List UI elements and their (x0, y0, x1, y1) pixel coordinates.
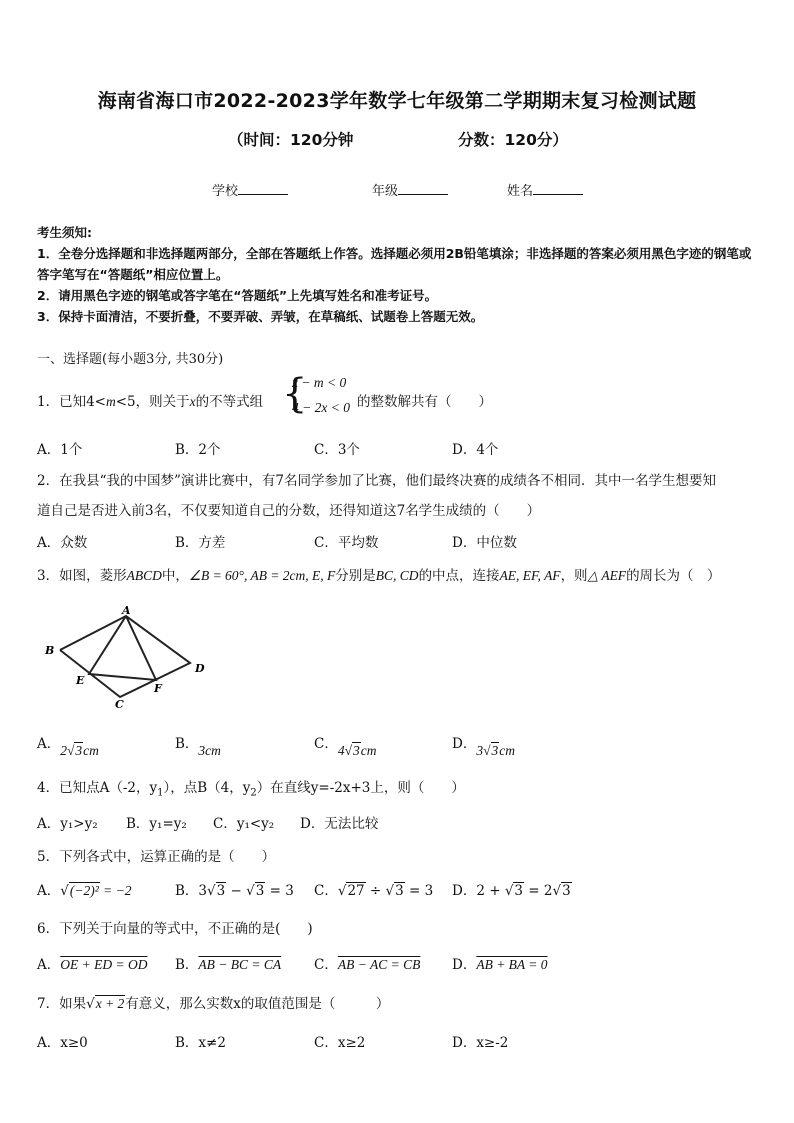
q4-option-a[interactable]: A．y₁>y₂ (37, 816, 98, 832)
q5-option-c[interactable]: C．√27 ÷ √3 = 3 (314, 883, 434, 899)
q2-option-c[interactable]: C．平均数 (314, 535, 379, 551)
note-item-3: 3．保持卡面清洁，不要折叠，不要弄破、弄皱，在草稿纸、试题卷上答题无效。 (37, 309, 484, 324)
label-c: C (115, 698, 124, 711)
note-item-2: 2．请用黑色字迹的钢笔或答字笔在“答题纸”上先填写姓名和准考证号。 (37, 288, 438, 303)
q3-option-d[interactable]: D．3√3cm (452, 736, 515, 758)
question-1-tail: 的整数解共有（ ） (357, 394, 492, 410)
note-item-1: 1．全卷分选择题和非选择题两部分，全部在答题纸上作答。选择题必须用2B铅笔填涂；非选择题的答案必须用黑色字迹的钢笔或答字笔写在“答题纸”相应位置上。 (37, 246, 752, 282)
triangle-aef (89, 616, 156, 680)
q1-option-a[interactable]: A．1个 (37, 442, 83, 458)
question-1: 1．已知4<m<5，则关于x的不等式组 (37, 394, 264, 410)
page-title: 海南省海口市2022-2023学年数学七年级第二学期期末复习检测试题 (97, 90, 697, 112)
field-school[interactable]: 学校 (212, 180, 288, 199)
inequality-2: 4 − 2x < 0 (292, 400, 350, 415)
q6-option-c[interactable]: C．AB − AC = CB (314, 957, 421, 973)
q1-option-b[interactable]: B．2个 (175, 442, 221, 458)
section-heading: 一、选择题(每小题3分, 共30分) (37, 352, 224, 367)
q1-option-c[interactable]: C．3个 (314, 442, 360, 458)
q3-option-b[interactable]: B．3cm (175, 736, 221, 758)
q5-option-d[interactable]: D．2 + √3 = 2√3 (452, 883, 571, 899)
q2-option-b[interactable]: B．方差 (175, 535, 226, 551)
q3-option-c[interactable]: C．4√3cm (314, 736, 377, 758)
exam-score: 分数：120分） (458, 131, 568, 149)
field-grade[interactable]: 年级 (372, 180, 448, 199)
question-7: 7．如果√x + 2有意义，那么实数x的取值范围是（ ） (37, 996, 390, 1012)
system-brace: { (282, 371, 308, 417)
notes-heading: 考生须知: (37, 225, 92, 240)
rhombus-figure (38, 602, 218, 712)
inequality-1: x − m < 0 (292, 375, 347, 390)
q3-option-a[interactable]: A．2√3cm (37, 736, 99, 758)
q7-option-b[interactable]: B．x≠2 (175, 1035, 226, 1051)
question-2-line-2: 道自己是否进入前3名，不仅要知道自己的分数，还得知道这7名学生成绩的（ ） (37, 503, 541, 519)
q7-option-a[interactable]: A．x≥0 (37, 1035, 88, 1051)
q6-option-d[interactable]: D．AB + BA = 0 (452, 957, 548, 973)
label-f: F (154, 682, 162, 695)
q4-option-b[interactable]: B．y₁=y₂ (126, 816, 187, 832)
q7-option-d[interactable]: D．x≥-2 (452, 1035, 509, 1051)
label-d: D (195, 662, 205, 675)
q5-option-b[interactable]: B．3√3 − √3 = 3 (175, 883, 294, 899)
label-a: A (122, 604, 131, 617)
q2-option-d[interactable]: D．中位数 (452, 535, 517, 551)
q7-option-c[interactable]: C．x≥2 (314, 1035, 366, 1051)
question-2-line-1: 2．在我县“我的中国梦”演讲比赛中，有7名同学参加了比赛，他们最终决赛的成绩各不相同．其中一名学生想要知 (37, 473, 716, 489)
q1-option-d[interactable]: D．4个 (452, 442, 499, 458)
q4-option-c[interactable]: C．y₁<y₂ (213, 816, 275, 832)
field-name[interactable]: 姓名 (507, 180, 583, 199)
q5-option-a[interactable]: A．√(−2)² = −2 (37, 883, 132, 899)
q6-option-a[interactable]: A．OE + ED = OD (37, 957, 148, 973)
exam-notes (37, 222, 759, 327)
exam-time: （时间：120分钟 (228, 131, 354, 149)
q2-option-a[interactable]: A．众数 (37, 535, 88, 551)
q6-option-b[interactable]: B．AB − BC = CA (175, 957, 282, 973)
q4-option-d[interactable]: D．无法比较 (300, 816, 379, 832)
question-4: 4．已知点A（-2，$y_1$），点B（4，$y_2$）在直线y=-2x+3上，则（ ） (37, 780, 465, 799)
question-5: 5．下列各式中，运算正确的是（ ） (37, 849, 276, 865)
label-e: E (76, 674, 85, 687)
question-6: 6．下列关于向量的等式中，不正确的是( ) (37, 921, 313, 937)
question-3: 3．如图，菱形ABCD中，∠B = 60°, AB = 2cm, E, F分别是BC, CD的中点，连接AE, EF, AF，则△ AEF的周长为（ ） (37, 568, 721, 584)
label-b: B (45, 644, 55, 657)
